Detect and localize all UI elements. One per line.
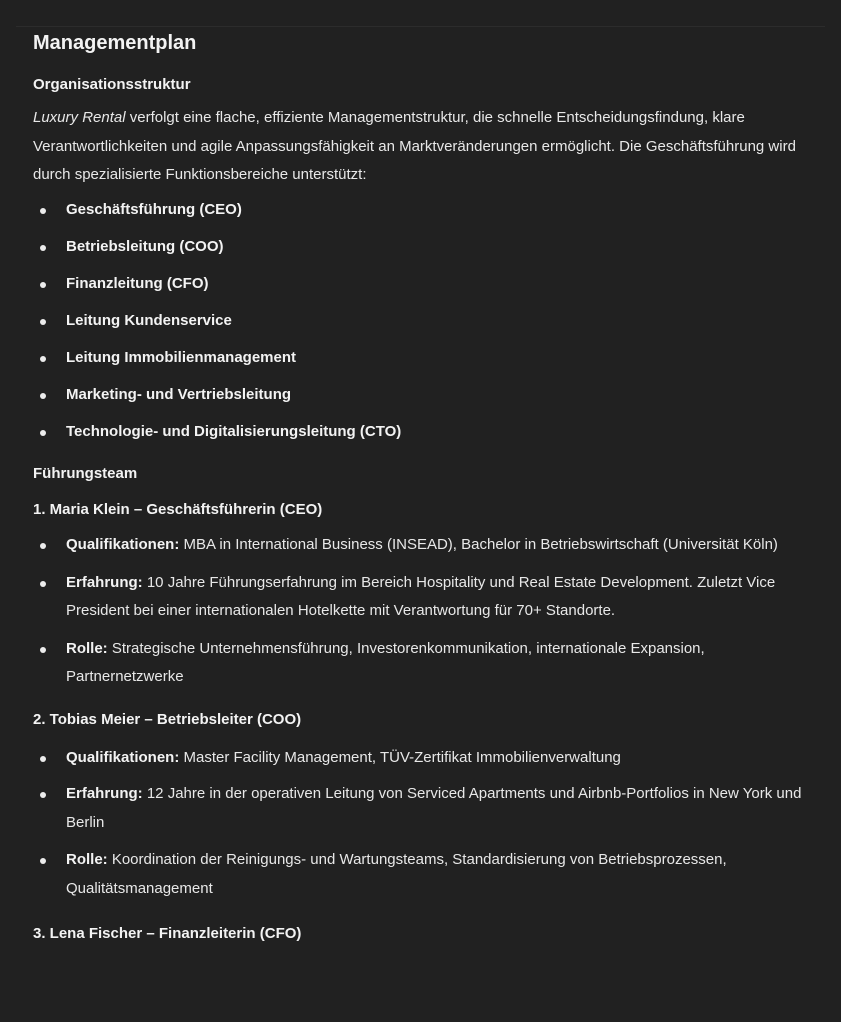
- company-name: Luxury Rental: [33, 109, 126, 126]
- list-item: Qualifikationen: MBA in International Business (INSEAD), Bachelor in Betriebswirtschaft (Universität Köln): [33, 531, 823, 560]
- list-item: Leitung Immobilienmanagement: [33, 344, 823, 373]
- page-title: Managementplan: [33, 32, 197, 54]
- list-item: Finanzleitung (CFO): [33, 270, 823, 299]
- document-content: [33, 28, 823, 945]
- bullet-icon: [40, 393, 46, 399]
- list-item: Qualifikationen: Master Facility Management, TÜV-Zertifikat Immobilienverwaltung: [33, 744, 823, 773]
- list-item: Erfahrung: 12 Jahre in der operativen Leitung von Serviced Apartments und Airbnb-Portfolios in New York und Berlin: [33, 780, 823, 837]
- bullet-icon: [40, 792, 46, 798]
- member-heading-cfo: 3. Lena Fischer – Finanzleiterin (CFO): [33, 925, 302, 942]
- member-details-coo: [33, 744, 823, 904]
- bullet-icon: [40, 208, 46, 214]
- list-item: Geschäftsführung (CEO): [33, 196, 823, 225]
- org-intro-text: verfolgt eine flache, effiziente Managementstruktur, die schnelle Entscheidungsfindung, klare Verantwortlichkeiten und agile Anpassungsfähigkeit an Marktveränderungen ermöglicht. Die Geschäftsführung wird durch spezialisierte Funktionsbereiche unterstützt:: [33, 109, 796, 183]
- list-item: Erfahrung: 10 Jahre Führungserfahrung im Bereich Hospitality und Real Estate Development. Zuletzt Vice President bei einer internationalen Hotelkette mit Verantwortung für 70+ Standorte.: [33, 569, 823, 626]
- list-item: Betriebsleitung (COO): [33, 233, 823, 262]
- bullet-icon: [40, 282, 46, 288]
- list-item: Marketing- und Vertriebsleitung: [33, 381, 823, 410]
- bullet-icon: [40, 319, 46, 325]
- section-heading-organisation: Organisationsstruktur: [33, 76, 191, 93]
- list-item: Rolle: Koordination der Reinigungs- und Wartungsteams, Standardisierung von Betriebsprozessen, Qualitätsmanagement: [33, 846, 823, 903]
- top-divider: [16, 26, 825, 27]
- bullet-icon: [40, 756, 46, 762]
- bullet-icon: [40, 543, 46, 549]
- role-list: [33, 196, 823, 447]
- section-heading-team: Führungsteam: [33, 465, 138, 482]
- bullet-icon: [40, 858, 46, 864]
- bullet-icon: [40, 581, 46, 587]
- list-item: Technologie- und Digitalisierungsleitung (CTO): [33, 418, 823, 447]
- list-item: Leitung Kundenservice: [33, 307, 823, 336]
- bullet-icon: [40, 647, 46, 653]
- member-heading-ceo: 1. Maria Klein – Geschäftsführerin (CEO): [33, 501, 323, 518]
- list-item: Rolle: Strategische Unternehmensführung, Investorenkommunikation, internationale Expansion, Partnernetzwerke: [33, 635, 823, 692]
- bullet-icon: [40, 430, 46, 436]
- member-heading-coo: 2. Tobias Meier – Betriebsleiter (COO): [33, 710, 302, 728]
- org-intro-paragraph: [33, 104, 823, 190]
- bullet-icon: [40, 356, 46, 362]
- bullet-icon: [40, 245, 46, 251]
- member-details-ceo: [33, 531, 823, 692]
